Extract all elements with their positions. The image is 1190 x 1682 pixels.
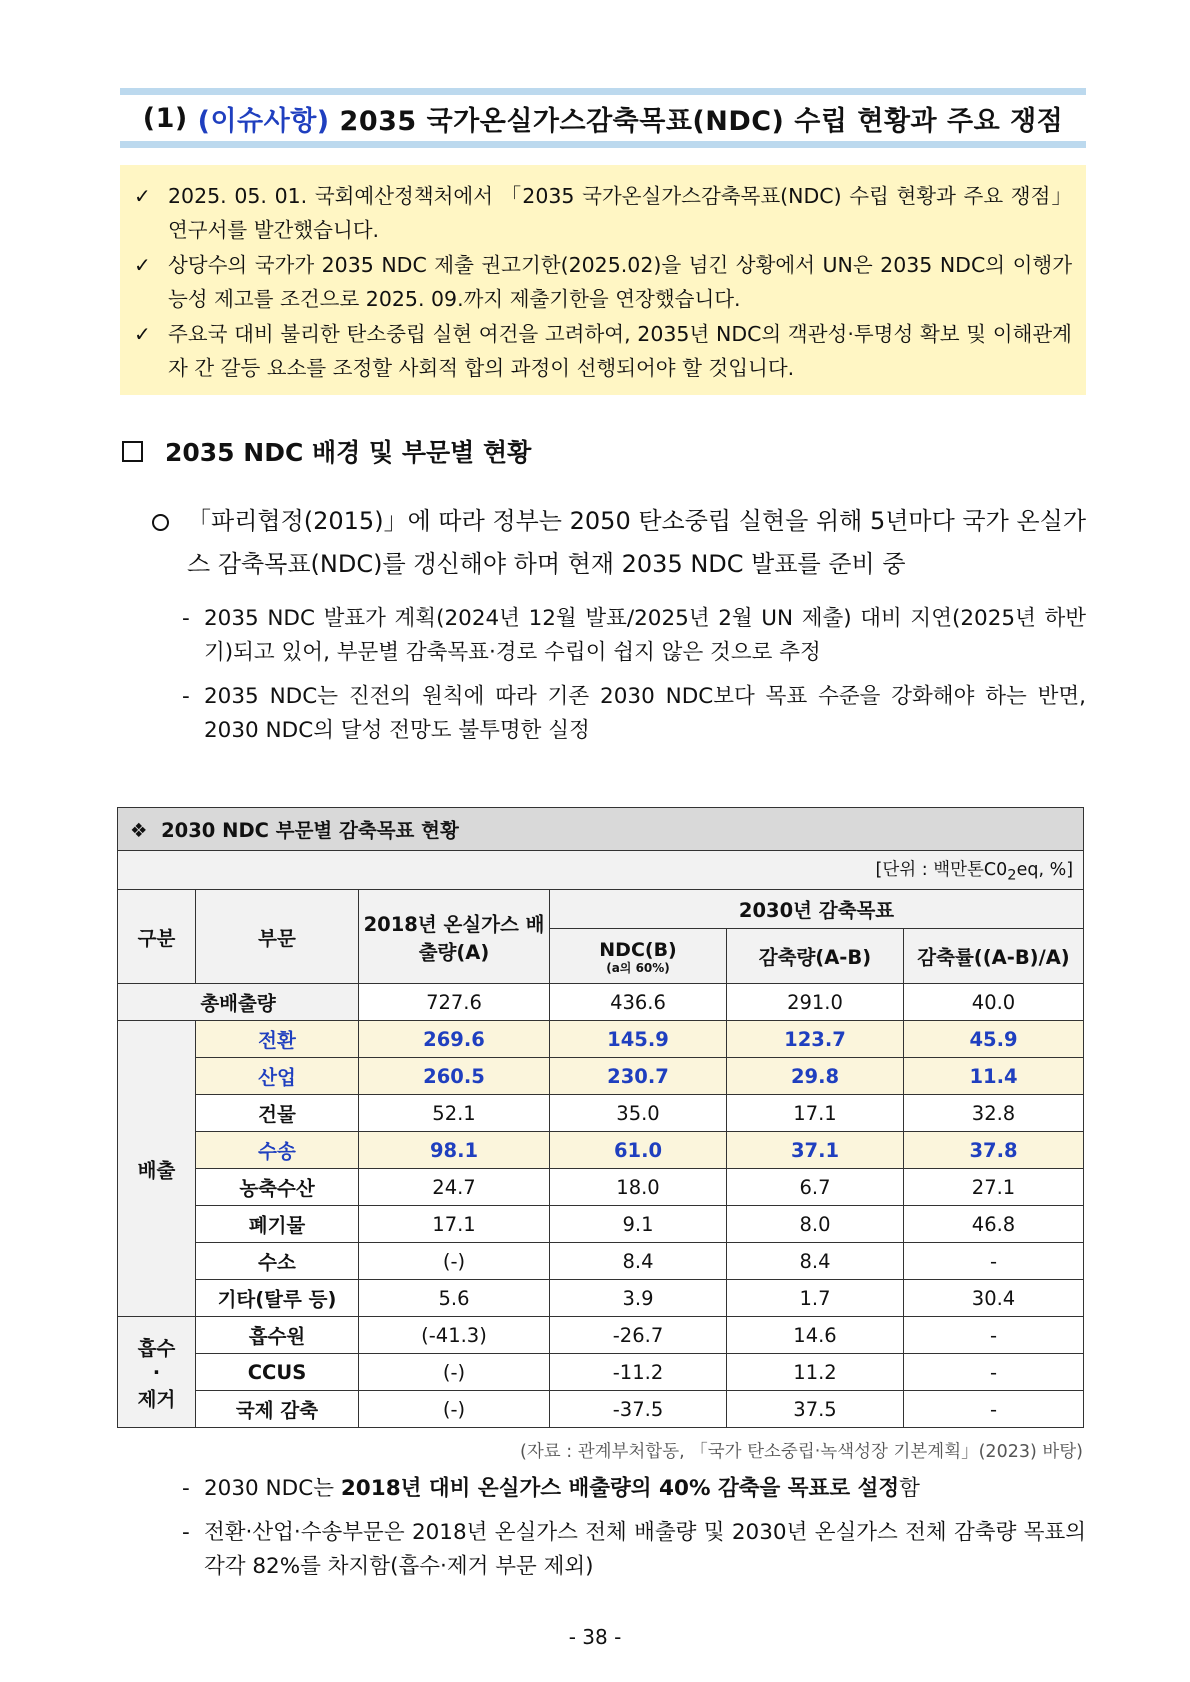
sector-label: 전환 <box>196 1021 359 1058</box>
diamond-cluster-icon: ❖ <box>130 819 148 842</box>
unit-suffix: eq, %] <box>1016 860 1074 881</box>
header-emission-2018-text: 2018년 온실가스 배출량(A) <box>363 912 545 964</box>
sector-label: CCUS <box>196 1354 359 1391</box>
group-emission: 배출 <box>118 1021 196 1317</box>
cell: 6.7 <box>727 1169 904 1206</box>
cell: 37.5 <box>727 1391 904 1428</box>
summary-item <box>134 179 1072 247</box>
group-absorption-line: 흡수 <box>137 1336 176 1360</box>
cell: 1.7 <box>727 1280 904 1317</box>
cell: 269.6 <box>359 1021 550 1058</box>
dash-point <box>182 1516 1086 1584</box>
table-row <box>118 1391 1084 1428</box>
cell: 17.1 <box>727 1095 904 1132</box>
cell: 8.0 <box>727 1206 904 1243</box>
header-ndc-sub: (a의 60%) <box>606 960 670 975</box>
cell: 46.8 <box>904 1206 1084 1243</box>
cell: - <box>904 1354 1084 1391</box>
table-row <box>118 1095 1084 1132</box>
circle-bullet-icon <box>152 514 169 531</box>
cell: 24.7 <box>359 1169 550 1206</box>
cell: 5.6 <box>359 1280 550 1317</box>
header-reduction: 감축량(A-B) <box>727 929 904 984</box>
total-label: 총배출량 <box>118 984 359 1021</box>
cell: 98.1 <box>359 1132 550 1169</box>
dash-point-text: 2035 NDC는 진전의 원칙에 따라 기존 2030 NDC보다 목표 수준을 강화해야 하는 반면, 2030 NDC의 달성 전망도 불투명한 실정 <box>204 684 1086 743</box>
sector-label: 건물 <box>196 1095 359 1132</box>
dash-point-text: 2035 NDC 발표가 계획(2024년 12월 발표/2025년 2월 UN 제출) 대비 지연(2025년 하반기)되고 있어, 부문별 감축목표‧경로 수립이 쉽지 않은 것으로 추정 <box>204 606 1086 665</box>
table-row <box>118 1132 1084 1169</box>
cell: (-) <box>359 1391 550 1428</box>
dash-bullet: - <box>182 1476 190 1501</box>
cell: 45.9 <box>904 1021 1084 1058</box>
cell: 11.4 <box>904 1058 1084 1095</box>
square-bullet-icon <box>122 441 143 462</box>
table-row <box>118 984 1084 1021</box>
table-caption <box>118 808 1084 851</box>
dash-point <box>182 602 1086 670</box>
group-absorption-line: 제거 <box>137 1387 176 1411</box>
title-text: 2035 국가온실가스감축목표(NDC) 수립 현황과 주요 쟁점 <box>339 105 1064 137</box>
table-row <box>118 1021 1084 1058</box>
header-emission-2018 <box>359 890 550 984</box>
cell: 17.1 <box>359 1206 550 1243</box>
table-row <box>118 1280 1084 1317</box>
group-absorption <box>118 1317 196 1428</box>
cell: (-41.3) <box>359 1317 550 1354</box>
cell: 37.1 <box>727 1132 904 1169</box>
section-heading <box>122 433 531 469</box>
table-row <box>118 1058 1084 1095</box>
cell: (-) <box>359 1354 550 1391</box>
cell: 11.2 <box>727 1354 904 1391</box>
sector-label: 폐기물 <box>196 1206 359 1243</box>
summary-text: 주요국 대비 불리한 탄소중립 실현 여건을 고려하여, 2035년 NDC의 객관성‧투명성 확보 및 이해관계자 간 갈등 요소를 조정할 사회적 합의 과정이 선행되어야 할 것입니다. <box>168 322 1072 380</box>
cell: 32.8 <box>904 1095 1084 1132</box>
checkmark-icon: ✓ <box>134 184 151 208</box>
sector-label: 국제 감축 <box>196 1391 359 1428</box>
summary-item <box>134 248 1072 316</box>
circle-point-text: 「파리협정(2015)」에 따라 정부는 2050 탄소중립 실현을 위해 5년마다 국가 온실가스 감축목표(NDC)를 갱신해야 하며 현재 2035 NDC 발표를 준비 중 <box>187 507 1086 578</box>
cell: (-) <box>359 1243 550 1280</box>
cell: 8.4 <box>727 1243 904 1280</box>
dash-point <box>182 1472 1086 1506</box>
cell: 123.7 <box>727 1021 904 1058</box>
header-category: 구분 <box>118 890 196 984</box>
summary-item <box>134 317 1072 385</box>
text-plain: 2030 NDC는 <box>204 1476 341 1501</box>
text-plain: 함 <box>899 1476 920 1501</box>
cell: 61.0 <box>550 1132 727 1169</box>
cell: 145.9 <box>550 1021 727 1058</box>
checkmark-icon: ✓ <box>134 322 151 346</box>
cell: 291.0 <box>727 984 904 1021</box>
cell: 18.0 <box>550 1169 727 1206</box>
cell: 35.0 <box>550 1095 727 1132</box>
cell: 52.1 <box>359 1095 550 1132</box>
checkmark-icon: ✓ <box>134 253 151 277</box>
sector-label: 기타(탈루 등) <box>196 1280 359 1317</box>
unit-sub: 2 <box>1007 866 1017 884</box>
sector-label: 흡수원 <box>196 1317 359 1354</box>
header-ndc-text: NDC(B) <box>599 938 677 961</box>
cell: 40.0 <box>904 984 1084 1021</box>
cell: 260.5 <box>359 1058 550 1095</box>
summary-text: 2025. 05. 01. 국회예산정책처에서 「2035 국가온실가스감축목표(NDC) 수립 현황과 주요 쟁점」 연구서를 발간했습니다. <box>168 184 1072 242</box>
title-number: (1) <box>142 102 188 134</box>
header-ndc <box>550 929 727 984</box>
title-highlight: (이슈사항) <box>197 105 330 137</box>
cell: 29.8 <box>727 1058 904 1095</box>
group-absorption-line: · <box>152 1360 161 1384</box>
cell: 727.6 <box>359 984 550 1021</box>
header-target-2030: 2030년 감축목표 <box>550 890 1084 929</box>
cell: 230.7 <box>550 1058 727 1095</box>
table-row <box>118 1354 1084 1391</box>
table-row <box>118 1317 1084 1354</box>
cell: - <box>904 1317 1084 1354</box>
table-row <box>118 1243 1084 1280</box>
summary-text: 상당수의 국가가 2035 NDC 제출 권고기한(2025.02)을 넘긴 상황에서 UN은 2035 NDC의 이행가능성 제고를 조건으로 2025. 09.까지 제출기한을 연장했습니다. <box>168 253 1072 311</box>
cell: 27.1 <box>904 1169 1084 1206</box>
header-sector: 부문 <box>196 890 359 984</box>
header-rate: 감축률((A-B)/A) <box>904 929 1084 984</box>
cell: 14.6 <box>727 1317 904 1354</box>
summary-box <box>120 165 1086 395</box>
circle-point <box>150 500 1086 586</box>
cell: - <box>904 1243 1084 1280</box>
dash-point-text <box>204 1472 1086 1506</box>
dash-bullet: - <box>182 684 190 709</box>
unit-prefix: [단위 : 백만톤C0 <box>875 860 1008 881</box>
table-source: (자료 : 관계부처합동, 「국가 탄소중립‧녹색성장 기본계획」(2023) 바탕) <box>520 1442 1083 1462</box>
table-row <box>118 1206 1084 1243</box>
cell: -37.5 <box>550 1391 727 1428</box>
sector-label: 산업 <box>196 1058 359 1095</box>
sector-label: 수송 <box>196 1132 359 1169</box>
cell: 3.9 <box>550 1280 727 1317</box>
table-caption-text: 2030 NDC 부문별 감축목표 현황 <box>161 819 459 842</box>
cell: 37.8 <box>904 1132 1084 1169</box>
dash-bullet: - <box>182 606 190 631</box>
ndc-sector-table <box>117 807 1084 1428</box>
cell: 30.4 <box>904 1280 1084 1317</box>
cell: 9.1 <box>550 1206 727 1243</box>
issue-title <box>120 88 1086 148</box>
cell: -11.2 <box>550 1354 727 1391</box>
dash-point-text: 전환‧산업‧수송부문은 2018년 온실가스 전체 배출량 및 2030년 온실가스 전체 감축량 목표의 각각 82%를 차지함(흡수‧제거 부문 제외) <box>204 1520 1086 1579</box>
cell: 436.6 <box>550 984 727 1021</box>
cell: - <box>904 1391 1084 1428</box>
dash-point <box>182 680 1086 748</box>
section-heading-text: 2035 NDC 배경 및 부문별 현황 <box>165 438 532 467</box>
table-row <box>118 1169 1084 1206</box>
table-unit <box>118 851 1084 890</box>
sector-label: 수소 <box>196 1243 359 1280</box>
text-bold: 2018년 대비 온실가스 배출량의 40% 감축을 목표로 설정 <box>340 1476 900 1501</box>
dash-bullet: - <box>182 1520 190 1545</box>
sector-label: 농축수산 <box>196 1169 359 1206</box>
page-number: - 38 - <box>568 1625 622 1649</box>
cell: -26.7 <box>550 1317 727 1354</box>
cell: 8.4 <box>550 1243 727 1280</box>
